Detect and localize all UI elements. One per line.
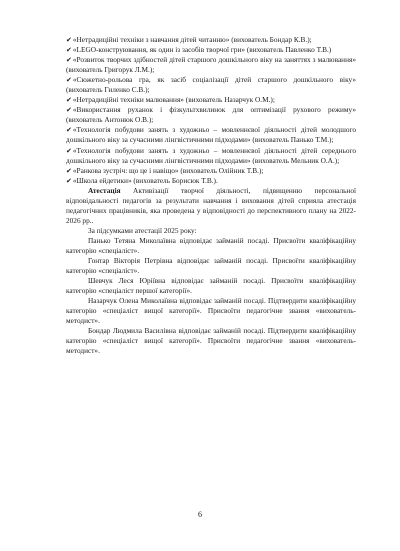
check-icon: ✔ (66, 166, 72, 175)
list-item (66, 75, 356, 95)
list-item (66, 95, 356, 105)
result-paragraph: Шевчук Леся Юріївна відповідає займаній посаді. Присвоїти кваліфікаційну категорію «спеціаліст першої категорії». (66, 276, 356, 296)
list-item (66, 146, 356, 166)
list-item (66, 55, 356, 75)
list-item (66, 125, 356, 145)
attestation-heading: Атестація (88, 185, 121, 195)
check-icon: ✔ (66, 36, 72, 44)
result-paragraph: Гонтар Вікторія Петрівна відповідає займаній посаді. Присвоїти кваліфікаційну категорію «спеціаліст». (66, 256, 356, 276)
list-item (66, 166, 356, 176)
check-icon: ✔ (66, 106, 72, 115)
list-item (66, 35, 356, 45)
list-item-text: «Нетрадиційні техніки малювання» (вихователь Назарчук О.М.); (72, 95, 275, 105)
attestation-results-intro: За підсумками атестації 2025 року: (88, 225, 197, 235)
result-paragraph: Бондар Людмила Василівна відповідає займаній посаді. Підтвердити кваліфікаційну категорію «спеціаліст вищої категорії». Присвоїти педагогічне звання «вихователь-методист». (66, 326, 356, 356)
page-number: 6 (198, 510, 202, 519)
list-item-text: «Ранкова зустріч: що це і навіщо» (вихователь Олійник Т.В.); (72, 165, 264, 175)
list-item-text: «Школа ейдетики» (вихователь Борисюк Т.В.). (72, 175, 218, 185)
check-icon: ✔ (66, 126, 72, 135)
attestation-results (66, 236, 356, 357)
attestation-paragraph (66, 186, 356, 226)
attestation-text: Активізації творчої діяльності, підвищенню персональної відповідальності педагогів за результати навчання і виховання дітей сприяла атестація педагогічних працівників, яка проведена у відповідності до перспективного плану на 2022-2026 рр.. (66, 185, 356, 225)
list-item-text: «Технологія побудови занять з художньо – мовленнєвої діяльності дітей середнього дошкільного віку за сучасними лінгвістичними підходами» (вихователь Мельник О.А.); (66, 145, 356, 165)
list-item-text: «LEGO-конструювання, як один із засобів творчої гри» (вихователь Павленко Т.В.) (72, 45, 332, 55)
result-paragraph: Назарчук Олена Миколаївна відповідає займаній посаді. Підтвердити кваліфікаційну категорію «спеціаліст вищої категорії». Присвоїти педагогічне звання «вихователь-методист». (66, 296, 356, 326)
check-icon: ✔ (66, 96, 72, 105)
check-icon: ✔ (66, 76, 72, 85)
list-item-text: «Нетрадиційні техніки з навчання дітей читанню» (вихователь Бондар К.В.); (72, 35, 312, 44)
list-item-text: «Технологія побудови занять з художньо – мовленнєвої діяльності дітей молодшого дошкільного віку за сучасними лінгвістичними підходами» (вихователь Панько Т.М.); (66, 125, 356, 145)
list-item-text: «Розвиток творчих здібностей дітей старшого дошкільного віку на заняттях з малювання» (вихователь Григорук Л.М.); (66, 55, 356, 75)
check-icon: ✔ (66, 56, 72, 65)
result-paragraph: Панько Тетяна Миколаївна відповідає займаній посаді. Присвоїти кваліфікаційну категорію «спеціаліст». (66, 235, 356, 255)
list-item-text: «Використання руханок і фізкультхвилинок для оптимізації рухового режиму» (вихователь Антонюк О.В.); (66, 105, 356, 125)
list-item-text: «Сюжетно-рольова гра, як засіб соціалізації дітей старшого дошкільного віку» (вихователь Гиленко С.В.); (66, 75, 356, 95)
list-item (66, 176, 356, 186)
check-icon: ✔ (66, 176, 72, 185)
list-item (66, 45, 356, 55)
check-icon: ✔ (66, 46, 72, 55)
list-item (66, 105, 356, 125)
seminar-list (66, 35, 356, 186)
check-icon: ✔ (66, 146, 72, 155)
